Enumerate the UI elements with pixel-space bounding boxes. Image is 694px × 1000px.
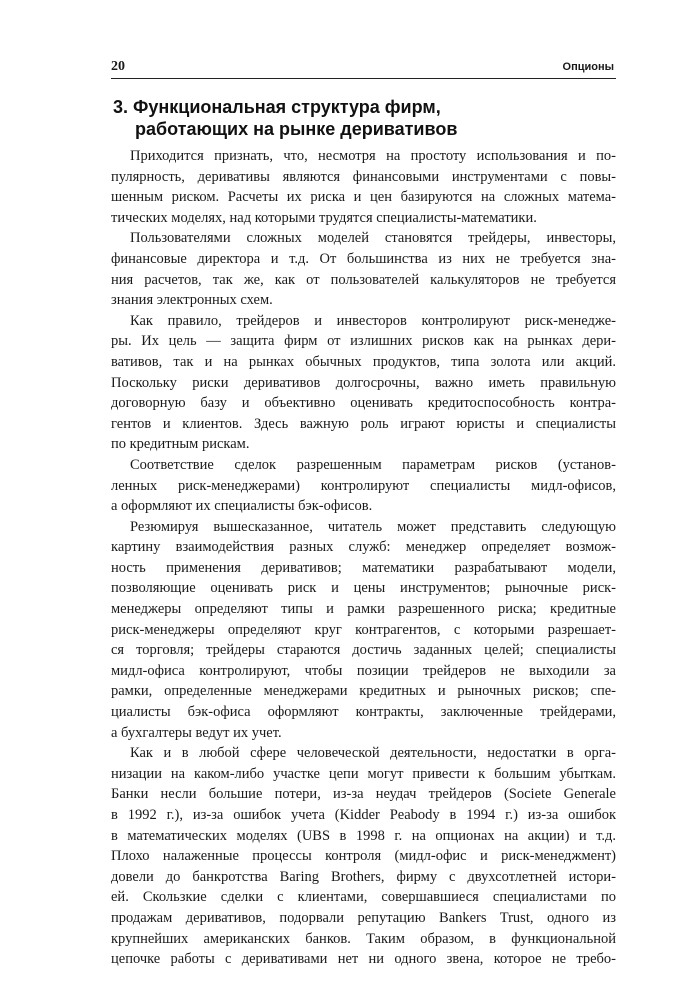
paragraph-4 bbox=[111, 455, 616, 517]
text-line: рамки, определенные менеджерами кредитных и рыночных рисков; спе- bbox=[111, 683, 616, 700]
paragraph-6 bbox=[111, 743, 616, 970]
text-line: финансовые директора и т.д. От большинства из них не требуется зна- bbox=[111, 250, 616, 267]
section-title-line-2: работающих на рынке деривативов bbox=[135, 119, 458, 139]
text-line: Соответствие сделок разрешенным параметрам рисков (установ- bbox=[130, 456, 616, 473]
text-line: вативов, так и на рынках обычных продуктов, типа золота или акций. bbox=[111, 353, 616, 370]
text-line: картину взаимодействия разных служб: менеджер определяет возмож- bbox=[111, 539, 616, 556]
text-line: Как и в любой сфере человеческой деятельности, недостатки в орга- bbox=[130, 745, 616, 762]
text-line: Как правило, трейдеров и инвесторов контролируют риск-менедже- bbox=[130, 312, 616, 329]
text-line: ей. Скользкие сделки с клиентами, совершавшиеся специалистами по bbox=[111, 889, 616, 906]
text-line: по кредитным рискам. bbox=[111, 436, 250, 453]
text-line: Банки несли большие потери, из-за неудач трейдеров (Societe Generale bbox=[111, 786, 616, 803]
text-line: шенным риском. Расчеты их риска и цен базируются на сложных матема- bbox=[111, 189, 616, 206]
text-line: мидл-офиса контролируют, чтобы позиции трейдеров не выходили за bbox=[111, 662, 616, 679]
text-line: пулярность, деривативы являются финансовыми инструментами с повы- bbox=[111, 168, 616, 185]
text-line: довели до банкротства Baring Brothers, фирму с двухсотлетней истори- bbox=[111, 868, 616, 885]
text-line: цепочке работы с деривативами нет ни одного звена, которое не требо- bbox=[111, 951, 616, 968]
paragraph-3 bbox=[111, 311, 616, 455]
paragraph-2 bbox=[111, 228, 616, 310]
page-number: 20 bbox=[111, 59, 125, 74]
section-title-line-1: 3. Функциональная структура фирм, bbox=[113, 97, 441, 117]
page-header bbox=[111, 58, 616, 79]
text-line: гентов и клиентов. Здесь важную роль играют юристы и специалисты bbox=[111, 415, 616, 432]
text-line: в математических моделях (UBS в 1998 г. на опционах на акции) и т.д. bbox=[111, 827, 616, 844]
paragraph-1 bbox=[111, 146, 616, 228]
text-line: продажам деривативов, подорвали репутацию Bankers Trust, одного из bbox=[111, 909, 616, 926]
text-line: риск-менеджеры определяют круг контрагентов, с которыми разрешает- bbox=[111, 621, 616, 638]
paragraph-5 bbox=[111, 517, 616, 744]
text-line: ность применения деривативов; математики разрабатывают модели, bbox=[111, 559, 616, 576]
text-line: менеджеры определяют типы и рамки разрешенного риска; кредитные bbox=[111, 601, 616, 618]
section-title bbox=[113, 96, 613, 140]
body-text bbox=[111, 146, 616, 970]
text-line: ленных риск-менеджерами) контролируют специалисты мидл-офисов, bbox=[111, 477, 616, 494]
text-line: Плохо налаженные процессы контроля (мидл-офис и риск-менеджмент) bbox=[111, 848, 616, 865]
text-line: позволяющие оценивать риск и цены инструментов; рыночные риск- bbox=[111, 580, 616, 597]
text-line: ния расчетов, так же, как от пользователей калькуляторов не требуется bbox=[111, 271, 616, 288]
text-line: Поскольку риски деривативов долгосрочны, важно иметь правильную bbox=[111, 374, 616, 391]
text-line: Пользователями сложных моделей становятся трейдеры, инвесторы, bbox=[130, 230, 616, 247]
text-line: в 1992 г.), из-за ошибок учета (Kidder Peabody в 1994 г.) из-за ошибок bbox=[111, 807, 616, 823]
text-line: крупнейших американских банков. Таким образом, в функциональной bbox=[111, 930, 616, 947]
text-line: знания электронных схем. bbox=[111, 292, 273, 309]
text-line: тических моделях, над которыми трудятся специалисты-математики. bbox=[111, 209, 537, 226]
text-line: Резюмируя вышесказанное, читатель может представить следующую bbox=[130, 518, 616, 535]
text-line: а бухгалтеры ведут их учет. bbox=[111, 724, 282, 741]
text-line: низации на каком-либо участке цепи могут привести к большим убыткам. bbox=[111, 765, 616, 782]
text-line: ры. Их цель — защита фирм от излишних рисков как на рынках дери- bbox=[111, 333, 616, 350]
running-title: Опционы bbox=[562, 61, 614, 73]
text-line: циалисты бэк-офиса оформляют контракты, заключенные трейдерами, bbox=[111, 704, 616, 721]
text-line: ся торговля; трейдеры стараются достичь заданных целей; специалисты bbox=[111, 642, 616, 659]
text-line: договорную базу и объективно оценивать кредитоспособность контра- bbox=[111, 395, 616, 412]
text-line: а оформляют их специалисты бэк-офисов. bbox=[111, 498, 373, 515]
text-line: Приходится признать, что, несмотря на простоту использования и по- bbox=[130, 148, 616, 164]
